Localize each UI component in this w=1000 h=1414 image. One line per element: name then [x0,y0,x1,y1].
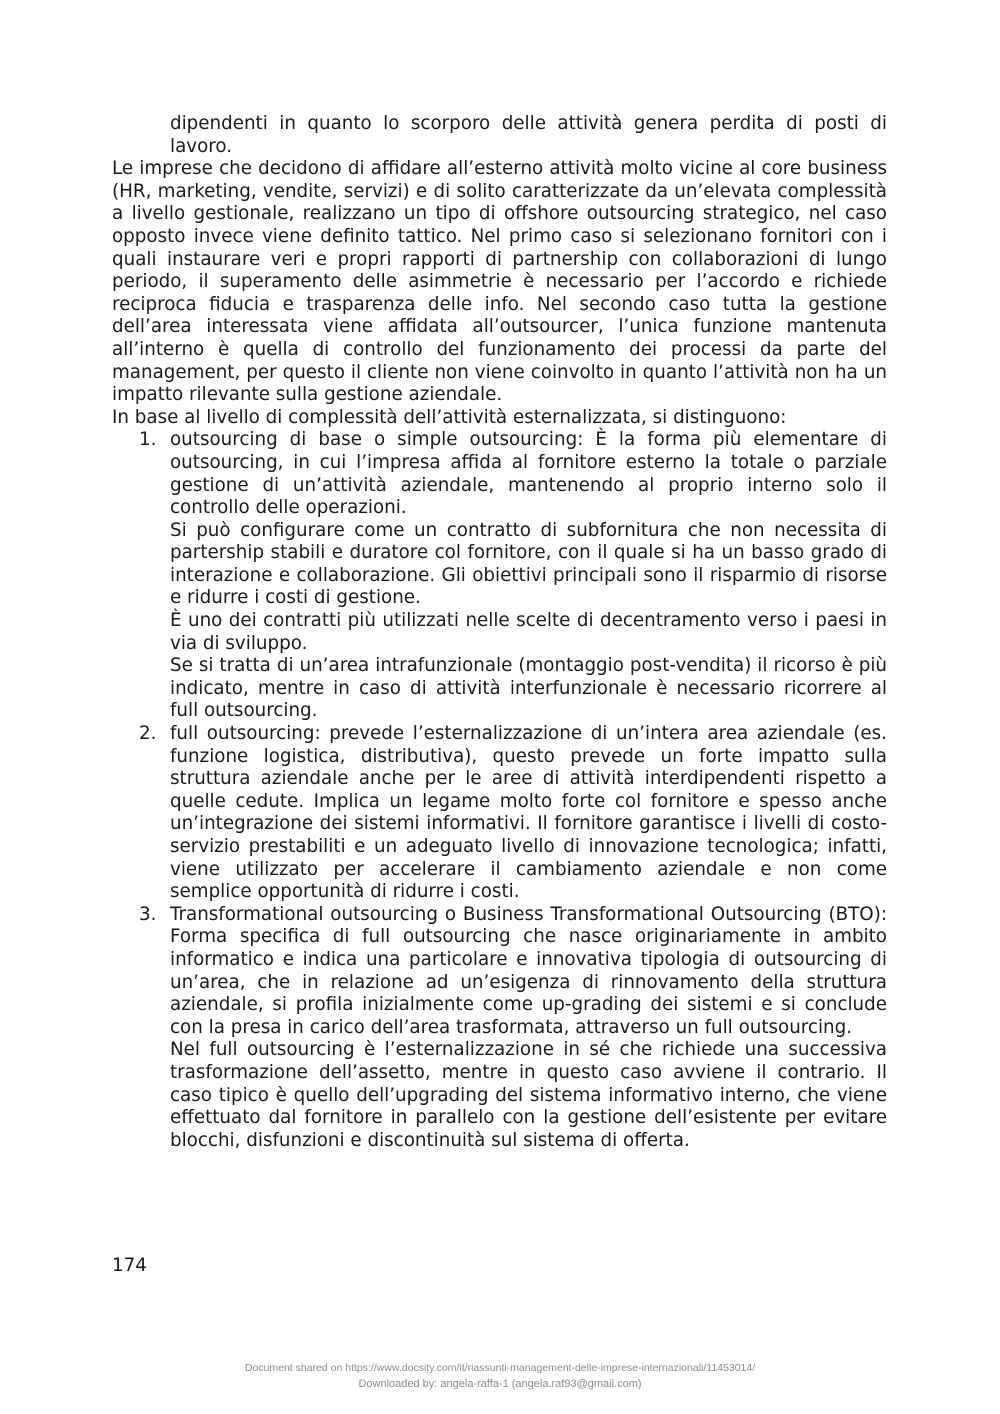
page-content [112,113,887,1152]
list-item-paragraph: Si può configurare come un contratto di subfornitura che non necessita di partership stabili e duratore col fornitore, con il quale si ha un basso grado di interazione e collaborazione. Gli obiettivi principali sono il risparmio di risorse e ridurre i costi di gestione. [170,519,887,609]
footer-shared-notice: Document shared on https://www.docsity.com/it/riassunti-management-delle-imprese-internazionali/11453014/ [244,1362,756,1374]
footer-downloaded-by: Downloaded by: angela-raffa-1 (angela.raf93@gmail.com) [358,1378,642,1390]
list-item-paragraph: full outsourcing: prevede l’esternalizzazione di un’intera area aziendale (es. funzione logistica, distributiva), questo prevede un forte impatto sulla struttura aziendale anche per le aree di attività interdipendenti rispetto a quelle cedute. Implica un legame molto forte col fornitore e spesso anche un’integrazione dei sistemi informativi. Il fornitore garantisce i livelli di costo-servizio prestabiliti e un adeguato livello di innovazione tecnologica; infatti, viene utilizzato per accelerare il cambiamento aziendale e non come semplice opportunità di ridurre i costi. [170,723,887,903]
list-item [112,723,887,904]
list-item-paragraph: È uno dei contratti più utilizzati nelle scelte di decentramento verso i paesi in via di sviluppo. [170,610,887,654]
paragraph-strategic-outsourcing: Le imprese che decidono di affidare all’esterno attività molto vicine al core business (HR, marketing, vendite, servizi) e di solito caratterizzate da un’elevata complessità a livello gestionale, realizzano un tipo di offshore outsourcing strategico, nel caso opposto invece viene definito tattico. Nel primo caso si selezionano fornitori con i quali instaurare veri e propri rapporti di partnership con collaborazioni di lungo periodo, il superamento delle asimmetrie è necessario per l’accordo e richiede reciproca fiducia e trasparenza delle info. Nel secondo caso tutta la gestione dell’area interessata viene affidata all’outsourcer, l’unica funzione mantenuta all’interno è quella di controllo del funzionamento dei processi da parte del management, per questo il cliente non viene coinvolto in quanto l’attività non ha un impatto rilevante sulla gestione aziendale. [112,158,887,406]
list-item-number: 3. [139,903,157,925]
intro-continuation: dipendenti in quanto lo scorporo delle attività genera perdita di posti di lavoro. [170,113,887,157]
paragraph-complexity-intro: In base al livello di complessità dell’attività esternalizzata, si distinguono: [112,406,787,428]
list-item-paragraph: Nel full outsourcing è l’esternalizzazione in sé che richiede una successiva trasformazione dell’assetto, mentre in questo caso avviene il contrario. Il caso tipico è quello dell’upgrading del sistema informativo interno, che viene effettuato dal fornitore in parallelo con la gestione dell’esistente per evitare blocchi, disfunzioni e discontinuità sul sistema di offerta. [170,1039,887,1151]
list-item-paragraph: Se si tratta di un’area intrafunzionale (montaggio post-vendita) il ricorso è più indicato, mentre in caso di attività interfunzionale è necessario ricorrere al full outsourcing. [170,655,887,722]
list-item [112,429,887,723]
page-number: 174 [112,1255,147,1276]
list-item-paragraph: Transformational outsourcing o Business Transformational Outsourcing (BTO): Forma specifica di full outsourcing che nasce originariamente in ambito informatico e indica una particolare e innovativa tipologia di outsourcing di un’area, che in relazione ad un’esigenza di rinnovamento della struttura aziendale, si profila inizialmente come up-grading dei sistemi e si conclude con la presa in carico dell’area trasformata, attraverso un full outsourcing. [170,903,887,1038]
list-item-paragraph: outsourcing di base o simple outsourcing: È la forma più elementare di outsourcing, in cui l’impresa affida al fornitore esterno la totale o parziale gestione di un’attività aziendale, mantenendo al proprio interno solo il controllo delle operazioni. [170,429,887,519]
outsourcing-types-list [112,429,887,1152]
list-item-number: 2. [139,723,157,745]
list-item [112,904,887,1153]
list-item-number: 1. [139,429,157,451]
